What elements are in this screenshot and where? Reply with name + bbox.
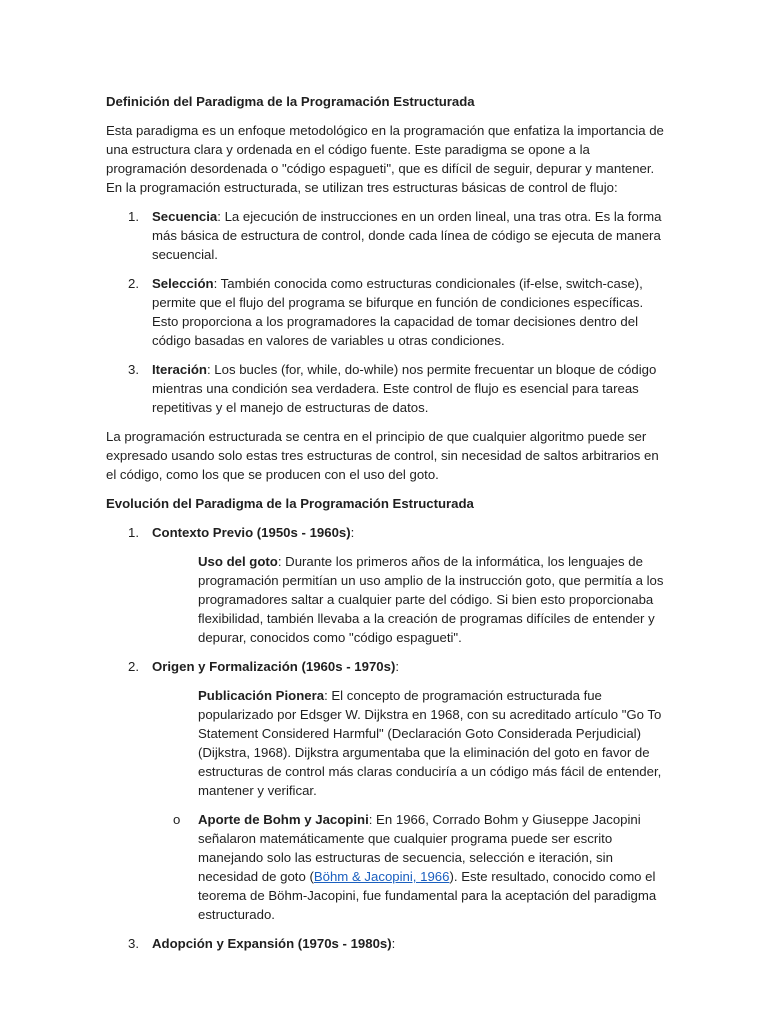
term-description: : También conocida como estructuras condicionales (if-else, switch-case), permite que el flujo del programa se bifurque en función de condiciones específicas. Esto proporciona a los programadores la capacidad de tomar decisiones dentro del código basadas en valores de variables u otras condiciones. (152, 276, 644, 348)
list-number: 3. (128, 362, 139, 377)
term: Selección (152, 276, 214, 291)
list-number: 1. (128, 209, 139, 224)
term-description: : Los bucles (for, while, do-while) nos permite frecuentar un bloque de código mientras una condición sea verdadera. Este control de flujo es esencial para tareas repetitivas y el manejo de estructuras de datos. (152, 362, 657, 415)
list-item (106, 360, 664, 417)
intro-paragraph: Esta paradigma es un enfoque metodológico en la programación que enfatiza la importancia de una estructura clara y ordenada en el código fuente. Este paradigma se opone a la programación desordenada o "código espagueti", que es difícil de seguir, depurar y mantener. En la programación estructurada, se utilizan tres estructuras básicas de control de flujo: (106, 123, 664, 195)
goto-paragraph: Uso del goto: Durante los primeros años de la informática, los lenguajes de programación permitían un uso amplio de la instrucción goto, que permitía a los programadores saltar a cualquier parte del código. Si bien esto proporcionaba flexibilidad, también llevaba a la creación de programas difíciles de entender y depurar, conocidos como "código espagueti". (198, 554, 664, 645)
section-title: Origen y Formalización (1960s - 1970s) (152, 659, 396, 674)
publication-paragraph: Publicación Pionera: El concepto de programación estructurada fue popularizado por Edsger W. Dijkstra en 1968, con su acreditado artículo "Go To Statement Considered Harmful" (Declaración Goto Considerada Perjudicial) (Dijkstra, 1968). Dijkstra argumentaba que la eliminación del goto en favor de estructuras de control más claras conduciría a un código más fácil de entender, mantener y verificar. (198, 688, 662, 798)
term-description: : La ejecución de instrucciones en un orden lineal, una tras otra. Es la forma más básica de estructura de control, donde cada línea de código se ejecuta de manera secuencial. (152, 209, 662, 262)
term: Aporte de Bohm y Jacopini (198, 812, 369, 827)
term: Publicación Pionera (198, 688, 325, 703)
evolution-item-origin: 2. Origen y Formalización (1960s - 1970s): (106, 657, 664, 676)
section-title: Contexto Previo (1950s - 1960s) (152, 525, 351, 540)
evolution-item-context: 1. Contexto Previo (1950s - 1960s): (106, 523, 664, 542)
bohm-bullet-item: o Aporte de Bohm y Jacopini: En 1966, Corrado Bohm y Giuseppe Jacopini señalaron matemáticamente que cualquier programa puede ser escrito manejando solo las estructuras de secuencia, selección e iteración, sin necesidad de goto (Böhm & Jacopini, 1966). Este resultado, conocido como el teorema de Böhm-Jacopini, fue fundamental para la aceptación del paradigma estructurado. (106, 810, 664, 924)
term: Iteración (152, 362, 207, 377)
list-number: 2. (128, 659, 139, 674)
evolution-item-adoption: 3. Adopción y Expansión (1970s - 1980s): (106, 934, 664, 953)
list-item (106, 274, 664, 350)
heading-definicion: Definición del Paradigma de la Programación Estructurada (106, 94, 475, 109)
list-item (106, 207, 664, 264)
principle-paragraph: La programación estructurada se centra en el principio de que cualquier algoritmo puede ser expresado usando solo estas tres estructuras de control, sin necesidad de saltos arbitrarios en el código, como los que se producen con el uso del goto. (106, 429, 659, 482)
heading-evolucion: Evolución del Paradigma de la Programación Estructurada (106, 496, 474, 511)
bullet-marker: o (173, 812, 181, 827)
list-number: 1. (128, 525, 139, 540)
citation-link[interactable]: Böhm & Jacopini, 1966 (313, 869, 450, 884)
control-structures-list (106, 207, 664, 417)
term: Secuencia (152, 209, 218, 224)
list-number: 3. (128, 936, 139, 951)
term: Uso del goto (198, 554, 278, 569)
list-number: 2. (128, 276, 139, 291)
section-title: Adopción y Expansión (1970s - 1980s) (152, 936, 392, 951)
